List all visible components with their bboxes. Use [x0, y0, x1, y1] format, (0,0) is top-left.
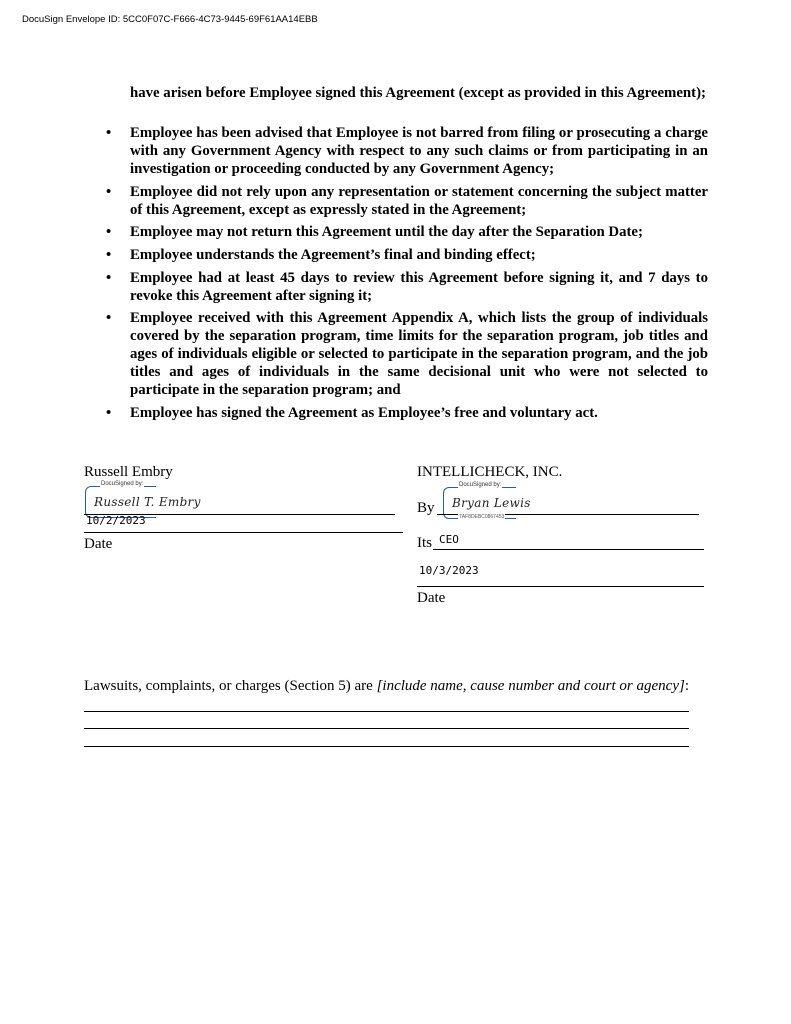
- company-date-label: Date: [417, 590, 446, 606]
- acknowledgment-item-appendix-a: • Employee received with this Agreement Appendix A, which lists the group of individuals covered by the separation program, time limits for the separation program, job titles and ages of individuals eligible or selected to participate in the separation program, and the job titles and ages of individuals in the same decisional unit who were not selected to participate in the separation program; and: [130, 309, 708, 399]
- lawsuits-prefix: Lawsuits, complaints, or charges (Section 5) are: [84, 678, 377, 694]
- lawsuits-blank-line-3: [84, 746, 689, 747]
- company-signer-id: 7AF8DEBC0867453: [459, 514, 505, 520]
- company-title-value: CEO: [439, 533, 459, 546]
- acknowledgment-item-return-timing: • Employee may not return this Agreement until the day after the Separation Date;: [130, 223, 708, 241]
- acknowledgment-item-voluntary-act: • Employee has signed the Agreement as Employee’s free and voluntary act.: [130, 404, 708, 422]
- acknowledgment-list: [130, 124, 708, 427]
- company-by-label: By: [417, 500, 435, 516]
- employee-date-label: Date: [84, 536, 113, 552]
- company-name: INTELLICHECK, INC.: [417, 464, 563, 480]
- acknowledgment-item-review-period: • Employee had at least 45 days to review this Agreement before signing it, and 7 days to revoke this Agreement after signing it;: [130, 269, 708, 305]
- acknowledgment-item-binding-effect: • Employee understands the Agreement’s final and binding effect;: [130, 246, 708, 264]
- company-signature: Bryan Lewis: [452, 496, 531, 510]
- company-docusigned-label: DocuSigned by:: [459, 482, 502, 488]
- company-its-label: Its: [417, 535, 432, 551]
- employee-docusigned-label: DocuSigned by:: [101, 481, 144, 487]
- lawsuits-blank-line-1: [84, 711, 689, 712]
- company-date-value: 10/3/2023: [419, 564, 479, 577]
- acknowledgment-item-government-agency: • Employee has been advised that Employee is not barred from filing or prosecuting a charge with any Government Agency with respect to any such claims or from participating in an investigation or proceeding conducted by any Government Agency;: [130, 124, 708, 178]
- employee-name: Russell Embry: [84, 464, 173, 480]
- lawsuits-statement: [84, 677, 689, 695]
- lawsuits-instruction: [include name, cause number and court or agency]: [376, 678, 685, 694]
- docusign-envelope-id: DocuSign Envelope ID: 5CC0F07C-F666-4C73-9445-69F61AA14EBB: [22, 14, 318, 25]
- agreement-continuation-text: have arisen before Employee signed this Agreement (except as provided in this Agreement);: [130, 85, 706, 101]
- lawsuits-blank-line-2: [84, 728, 689, 729]
- acknowledgment-item-no-reliance: • Employee did not rely upon any representation or statement concerning the subject matter of this Agreement, except as expressly stated in the Agreement;: [130, 183, 708, 219]
- employee-date-line: [84, 532, 403, 533]
- employee-date-value: 10/2/2023: [86, 514, 146, 527]
- lawsuits-suffix: :: [684, 678, 690, 694]
- company-date-line: [417, 586, 704, 587]
- employee-signature: Russell T. Embry: [94, 495, 201, 509]
- company-title-line: [433, 549, 704, 550]
